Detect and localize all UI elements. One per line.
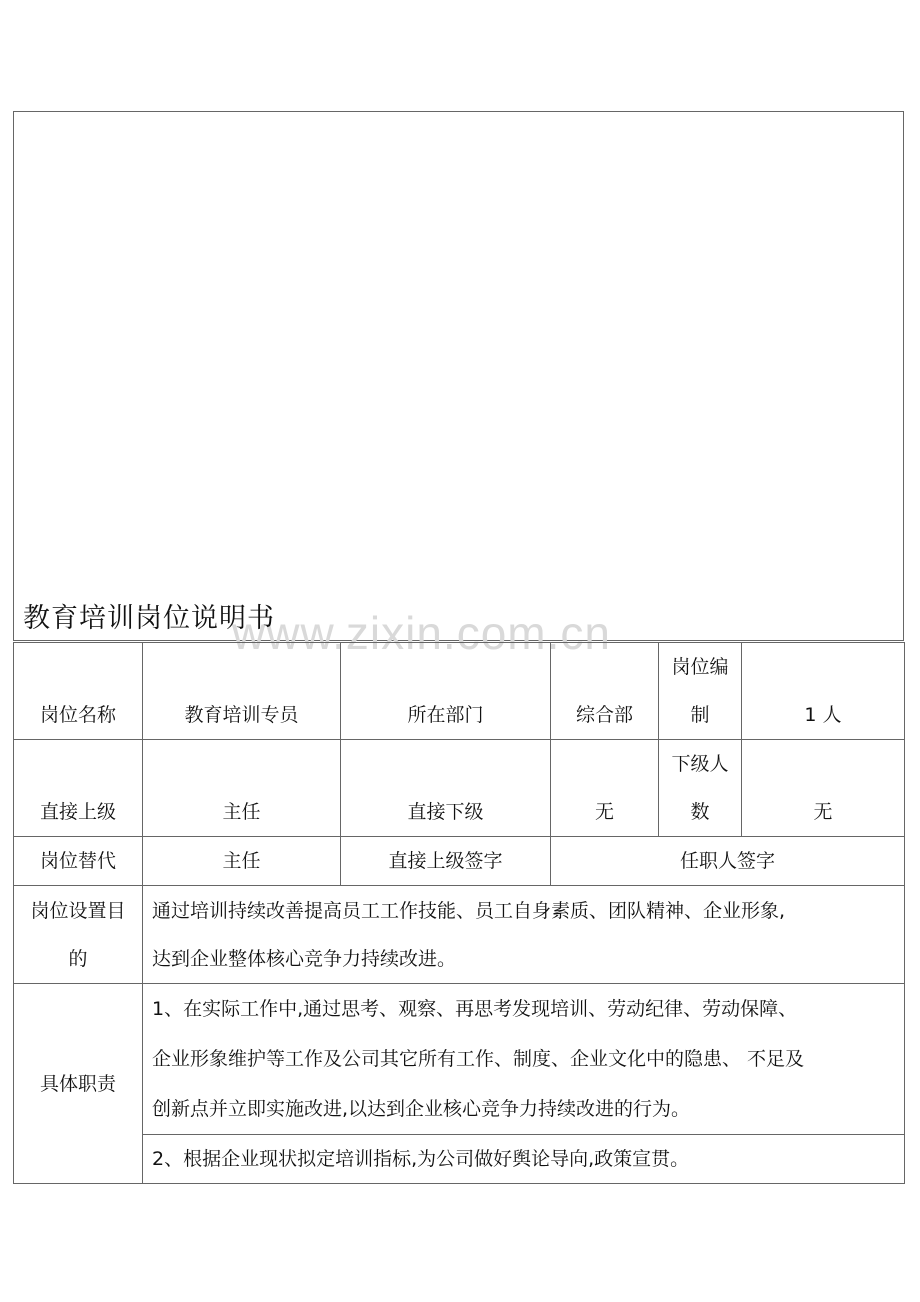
sub-count-label-line1: 下级人 [671, 753, 729, 775]
duty-item-1-line2: 企业形象维护等工作及公司其它所有工作、制度、企业文化中的隐患、 不足及 [152, 1048, 805, 1070]
position-name-value: 教育培训专员 [143, 643, 341, 740]
purpose-text-line2: 达到企业整体核心竞争力持续改进。 [152, 947, 457, 970]
supervisor-value: 主任 [143, 740, 341, 837]
headcount-label-line1: 岗位编 [671, 656, 729, 678]
table-row [14, 643, 905, 740]
table-row [14, 886, 905, 984]
subordinate-value: 无 [551, 740, 659, 837]
document-title: 教育培训岗位说明书 [23, 603, 275, 634]
job-description-table [13, 642, 905, 1184]
duty-item-2: 2、根据企业现状拟定培训指标,为公司做好舆论导向,政策宣贯。 [143, 1135, 905, 1184]
watermark: www.zixin.com.cn [232, 607, 611, 659]
header-frame [13, 111, 904, 641]
purpose-text-line1: 通过培训持续改善提高员工工作技能、员工自身素质、团队精神、企业形象, [152, 899, 786, 922]
sub-count-label [659, 740, 742, 837]
purpose-label-line1: 岗位设置目 [30, 899, 126, 922]
duties-label: 具体职责 [14, 984, 143, 1184]
duty-item-1-line1: 1、在实际工作中,通过思考、观察、再思考发现培训、劳动纪律、劳动保障、 [152, 998, 798, 1020]
headcount-label-line2: 制 [690, 704, 710, 726]
table-row [14, 984, 905, 1135]
sub-count-value: 无 [742, 740, 905, 837]
substitute-label: 岗位替代 [14, 837, 143, 886]
position-name-label: 岗位名称 [14, 643, 143, 740]
table-row [14, 837, 905, 886]
duty-item-1-line3: 创新点并立即实施改进,以达到企业核心竞争力持续改进的行为。 [152, 1098, 691, 1120]
sub-count-label-line2: 数 [690, 801, 710, 823]
purpose-text [143, 886, 905, 984]
headcount-value: 1 人 [742, 643, 905, 740]
department-value: 综合部 [551, 643, 659, 740]
table-row [14, 740, 905, 837]
headcount-label [659, 643, 742, 740]
purpose-label [14, 886, 143, 984]
duty-item-1 [143, 984, 905, 1135]
supervisor-sign-label: 直接上级签字 [341, 837, 551, 886]
department-label: 所在部门 [341, 643, 551, 740]
table-row [14, 1135, 905, 1184]
supervisor-label: 直接上级 [14, 740, 143, 837]
subordinate-label: 直接下级 [341, 740, 551, 837]
substitute-value: 主任 [143, 837, 341, 886]
purpose-label-line2: 的 [68, 947, 88, 970]
employee-sign-label: 任职人签字 [551, 837, 905, 886]
